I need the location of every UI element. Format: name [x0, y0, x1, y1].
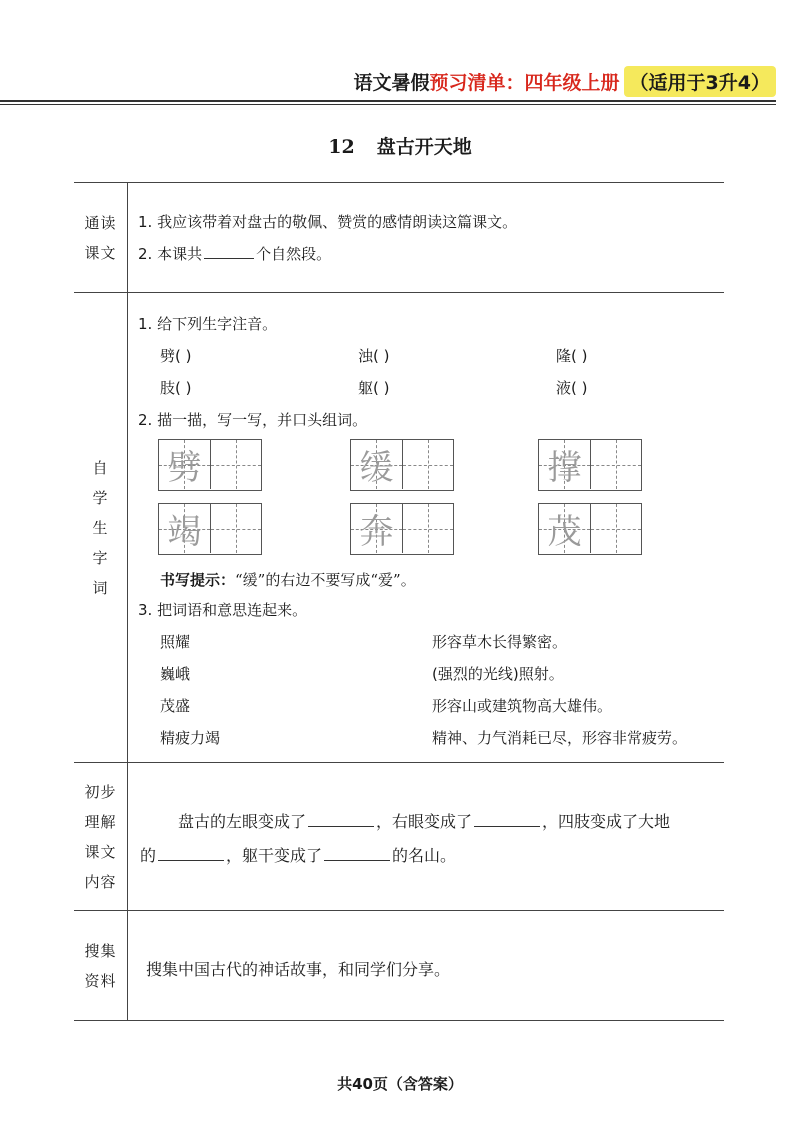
label-char: 生 — [92, 518, 109, 537]
trace-cell — [159, 440, 210, 489]
trace-cell — [351, 440, 402, 489]
match-word[interactable]: 精疲力竭 — [160, 729, 221, 747]
trace-char: 劈 — [167, 448, 202, 488]
pinyin-blank[interactable]: ( ) — [175, 379, 192, 397]
answer-blank[interactable] — [158, 860, 224, 861]
page-footer: 共40页（含答案） — [337, 1075, 463, 1093]
trace-char: 缓 — [359, 448, 394, 488]
pinyin-item — [358, 345, 390, 366]
section-collect — [74, 911, 724, 1021]
section-label — [74, 763, 128, 910]
sentence-text: ，躯干变成了 — [226, 846, 323, 865]
match-meaning[interactable]: 精神、力气消耗已尽，形容非常疲劳。 — [432, 729, 688, 747]
header-rule-thick — [0, 100, 776, 102]
pinyin-blank[interactable]: ( ) — [175, 347, 192, 365]
sentence-text: ，四肢变成了大地 — [542, 812, 671, 831]
section-label — [74, 183, 128, 292]
chars-question-2: 2. 描一描，写一写，并口头组词。 — [138, 411, 368, 429]
label-line: 初步 — [84, 782, 117, 801]
pinyin-item — [556, 345, 588, 366]
lesson-title — [0, 132, 800, 159]
header-title-red: 预习清单：四年级上册 — [429, 71, 620, 94]
trace-char: 奔 — [359, 512, 394, 552]
tip-text: “缓”的右边不要写成“爱”。 — [235, 571, 416, 589]
read-item-1: 1. 我应该带着对盘古的敬佩、赞赏的感情朗读这篇课文。 — [138, 213, 518, 231]
match-meaning[interactable]: 形容草木长得繁密。 — [432, 633, 568, 651]
lesson-number: 12 — [328, 136, 355, 158]
label-char: 自 — [92, 458, 109, 477]
pinyin-item — [160, 377, 192, 398]
write-cell[interactable] — [402, 440, 453, 489]
tracing-grid — [158, 503, 262, 555]
pinyin-char: 躯 — [358, 379, 374, 397]
sentence-text: 盘古的左眼变成了 — [178, 812, 307, 831]
lesson-name: 盘古开天地 — [376, 136, 472, 158]
pinyin-char: 肢 — [160, 379, 176, 397]
pinyin-char: 液 — [556, 379, 572, 397]
item-text: 个自然段。 — [256, 245, 332, 263]
write-cell[interactable] — [402, 504, 453, 553]
pinyin-char: 浊 — [358, 347, 374, 365]
worksheet-table — [74, 182, 724, 990]
read-item-2 — [138, 243, 331, 264]
trace-cell — [539, 504, 590, 553]
sentence-text: 的名山。 — [392, 846, 457, 865]
label-line: 资料 — [84, 971, 117, 990]
match-meaning[interactable]: (强烈的光线)照射。 — [432, 665, 564, 683]
label-line: 课文 — [84, 243, 117, 262]
tracing-grid — [538, 503, 642, 555]
trace-cell — [539, 440, 590, 489]
label-char: 学 — [92, 488, 109, 507]
section-read — [74, 183, 724, 293]
answer-blank[interactable] — [308, 826, 374, 827]
fill-sentence-line-2 — [140, 843, 456, 866]
match-word[interactable]: 茂盛 — [160, 697, 191, 715]
item-text: 2. 本课共 — [138, 245, 203, 263]
section-label — [74, 293, 128, 762]
chars-question-3: 3. 把词语和意思连起来。 — [138, 601, 308, 619]
match-word[interactable]: 照耀 — [160, 633, 191, 651]
label-line: 课文 — [84, 842, 117, 861]
pinyin-blank[interactable]: ( ) — [571, 379, 588, 397]
sentence-text: ，右眼变成了 — [376, 812, 473, 831]
worksheet-header — [354, 66, 776, 96]
match-meaning[interactable]: 形容山或建筑物高大雄伟。 — [432, 697, 613, 715]
tracing-grid — [350, 439, 454, 491]
sentence-text: 的 — [140, 846, 157, 865]
answer-blank[interactable] — [204, 258, 254, 259]
pinyin-blank[interactable]: ( ) — [373, 347, 390, 365]
pinyin-item — [556, 377, 588, 398]
label-line: 搜集 — [84, 941, 117, 960]
tracing-grid — [538, 439, 642, 491]
label-char: 字 — [92, 548, 109, 567]
tip-label: 书写提示： — [160, 571, 236, 589]
write-cell[interactable] — [210, 504, 261, 553]
header-rule-thin — [0, 104, 776, 105]
answer-blank[interactable] — [474, 826, 540, 827]
writing-tip — [160, 569, 416, 590]
pinyin-char: 劈 — [160, 347, 176, 365]
pinyin-item — [160, 345, 192, 366]
trace-char: 竭 — [167, 512, 202, 552]
write-cell[interactable] — [590, 440, 641, 489]
trace-char: 撑 — [547, 448, 582, 488]
label-line: 通读 — [84, 213, 117, 232]
section-chars — [74, 293, 724, 763]
fill-sentence-line-1 — [178, 809, 670, 832]
label-line: 理解 — [84, 812, 117, 831]
pinyin-blank[interactable]: ( ) — [373, 379, 390, 397]
write-cell[interactable] — [210, 440, 261, 489]
grade-tag: （适用于3升4） — [624, 66, 776, 97]
trace-cell — [159, 504, 210, 553]
collect-task: 搜集中国古代的神话故事，和同学们分享。 — [146, 960, 451, 979]
section-understand — [74, 763, 724, 911]
answer-blank[interactable] — [324, 860, 390, 861]
chars-question-1: 1. 给下列生字注音。 — [138, 315, 278, 333]
write-cell[interactable] — [590, 504, 641, 553]
match-word[interactable]: 巍峨 — [160, 665, 191, 683]
trace-char: 茂 — [547, 512, 582, 552]
trace-cell — [351, 504, 402, 553]
header-title-black: 语文暑假 — [353, 71, 430, 94]
section-label — [74, 911, 128, 1020]
tracing-grid — [158, 439, 262, 491]
label-char: 词 — [92, 578, 109, 597]
tracing-grid — [350, 503, 454, 555]
pinyin-blank[interactable]: ( ) — [571, 347, 588, 365]
label-line: 内容 — [84, 872, 117, 891]
pinyin-item — [358, 377, 390, 398]
pinyin-char: 隆 — [556, 347, 572, 365]
